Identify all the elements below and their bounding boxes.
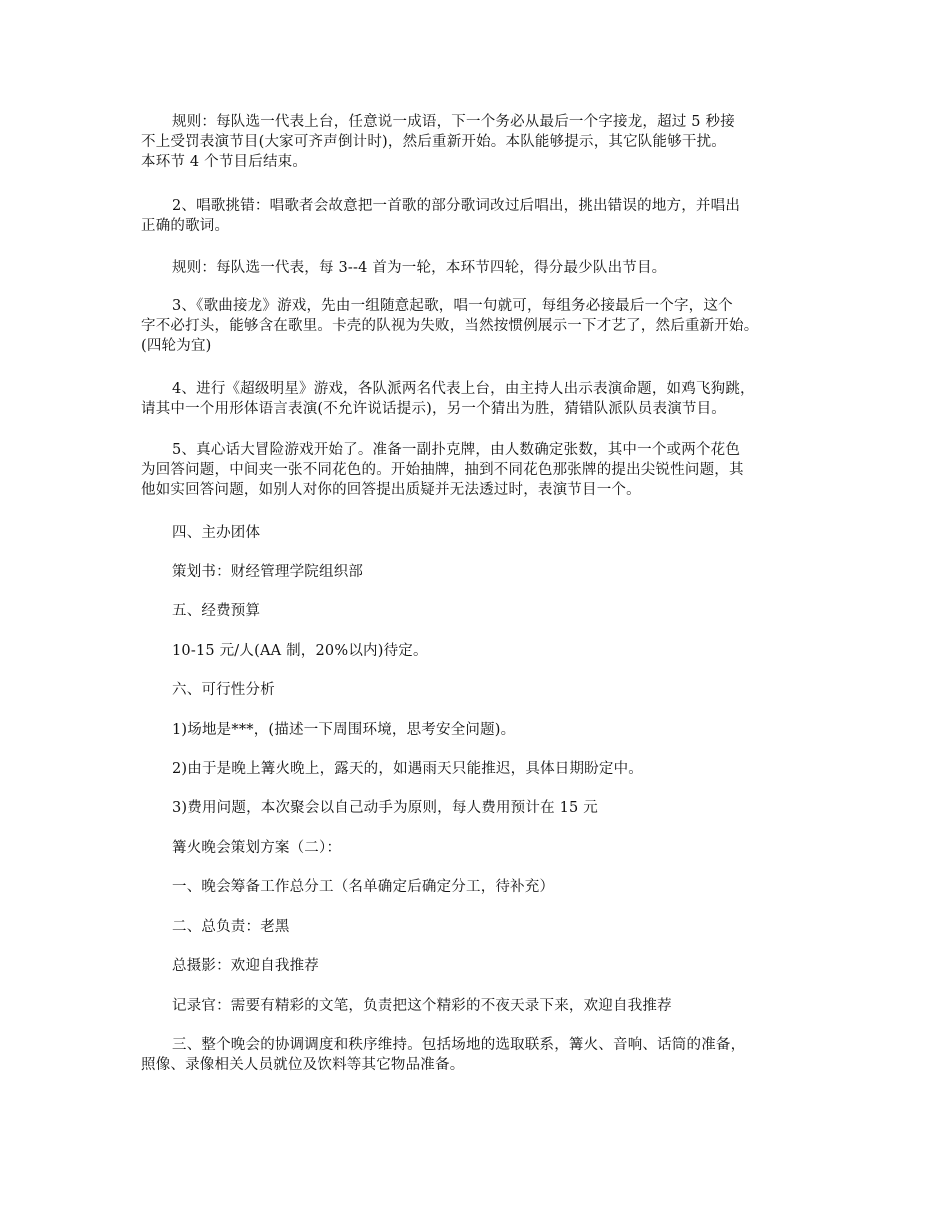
text-line: 规则：每队选一代表上台，任意说一成语，下一个务必从最后一个字接龙，超过 5 秒接 [172, 114, 735, 130]
paragraph-item-3 [141, 296, 831, 356]
text-line: 照像、录像相关人员就位及饮料等其它物品准备。 [141, 1057, 465, 1073]
text-line: 4、进行《超级明星》游戏，各队派两名代表上台，由主持人出示表演命题，如鸡飞狗跳， [172, 381, 755, 397]
text-line: 为回答问题，中间夹一张不同花色的。开始抽牌，抽到不同花色那张牌的提出尖锐性问题，其 [141, 462, 744, 478]
heading-plan-2-section-2 [141, 917, 831, 937]
paragraph-item-4 [141, 379, 831, 419]
text-line: 3)费用问题，本次聚会以自己动手为原则，每人费用预计在 15 元 [172, 800, 598, 816]
text-line: 六、可行性分析 [172, 682, 275, 698]
text-line: 3、《歌曲接龙》游戏，先由一组随意起歌，唱一句就可，每组务必接最后一个字，这个 [172, 298, 733, 314]
text-line: 字不必打头，能够含在歌里。卡壳的队视为失败，当然按惯例展示一下才艺了，然后重新开始。 [141, 318, 759, 334]
text-line: 三、整个晚会的协调调度和秩序维持。包括场地的选取联系，篝火、音响、话筒的准备， [172, 1037, 746, 1053]
paragraph-recorder [141, 996, 831, 1016]
paragraph-planner [141, 562, 831, 582]
heading-budget [141, 601, 831, 621]
text-line: (四轮为宜) [141, 338, 212, 354]
text-line: 规则：每队选一代表，每 3--4 首为一轮，本环节四轮，得分最少队出节目。 [172, 260, 667, 276]
text-line: 2、唱歌挑错：唱歌者会故意把一首歌的部分歌词改过后唱出，挑出错误的地方，并唱出 [172, 198, 741, 214]
text-line: 不上受罚表演节目(大家可齐声倒计时)，然后重新开始。本队能够提示，其它队能够干扰。 [141, 134, 727, 150]
text-line: 10-15 元/人(AA 制，20%以内)待定。 [172, 643, 428, 659]
paragraph-photographer [141, 956, 831, 976]
heading-organizer [141, 523, 831, 543]
heading-plan-2 [141, 838, 831, 858]
text-line: 5、真心话大冒险游戏开始了。准备一副扑克牌，由人数确定张数，其中一个或两个花色 [172, 442, 741, 458]
paragraph-plan-2-section-3 [141, 1035, 831, 1075]
text-line: 本环节 4 个节目后结束。 [141, 154, 308, 170]
heading-feasibility [141, 680, 831, 700]
paragraph-budget [141, 641, 831, 661]
heading-plan-2-section-1 [141, 877, 831, 897]
text-line: 二、总负责：老黑 [172, 919, 290, 935]
text-line: 篝火晚会策划方案（二）： [172, 840, 342, 856]
text-line: 1)场地是***，(描述一下周围环境，思考安全问题)。 [172, 722, 516, 738]
text-line: 他如实回答问题，如别人对你的回答提出质疑并无法透过时，表演节目一个。 [141, 482, 641, 498]
paragraph-rule-1 [141, 112, 831, 172]
text-line: 五、经费预算 [172, 603, 261, 619]
paragraph-feasibility-3 [141, 798, 831, 818]
text-line: 总摄影：欢迎自我推荐 [172, 958, 319, 974]
text-line: 策划书：财经管理学院组织部 [172, 564, 364, 580]
text-line: 四、主办团体 [172, 525, 261, 541]
text-line: 请其中一个用形体语言表演(不允许说话提示)，另一个猜出为胜，猜错队派队员表演节目。 [141, 401, 727, 417]
text-line: 一、晚会筹备工作总分工（名单确定后确定分工，待补充） [172, 879, 555, 895]
text-line: 正确的歌词。 [141, 218, 230, 234]
paragraph-item-5 [141, 440, 831, 500]
paragraph-rule-2 [141, 258, 831, 278]
text-line: 2)由于是晚上篝火晚上，露天的，如遇雨天只能推迟，具体日期盼定中。 [172, 761, 643, 777]
paragraph-feasibility-2 [141, 759, 831, 779]
paragraph-feasibility-1 [141, 720, 831, 740]
text-line: 记录官：需要有精彩的文笔，负责把这个精彩的不夜天录下来，欢迎自我推荐 [172, 998, 672, 1014]
paragraph-item-2 [141, 196, 831, 236]
